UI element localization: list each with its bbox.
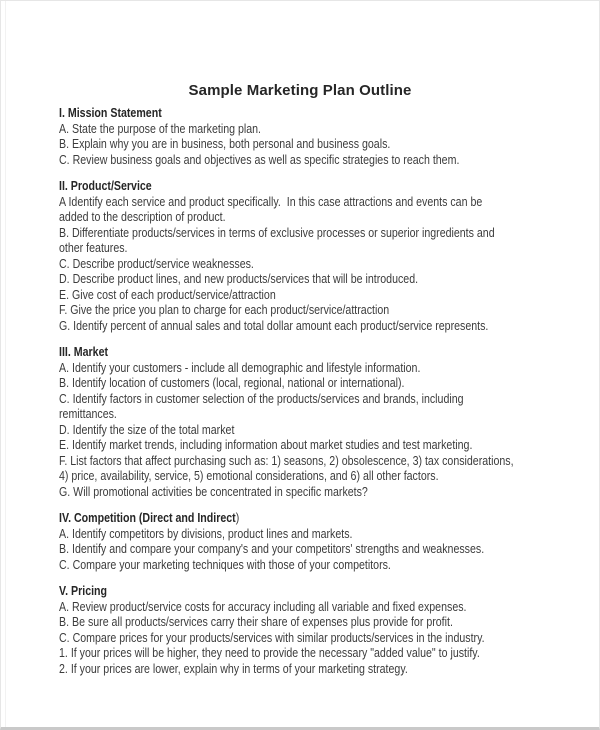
document-line: B. Be sure all products/services carry their share of expenses plus provide for profit. [59,615,453,629]
document-line: G. Will promotional activities be concentrated in specific markets? [59,484,368,499]
document-line: C. Compare prices for your products/services with similar products/services in the industry. [59,630,485,645]
document-line: E. Identify market trends, including information about market studies and test marketing. [59,438,473,452]
document-line: 2. If your prices are lower, explain why in terms of your marketing strategy. [59,661,408,676]
document-section [59,345,556,500]
section-heading [59,106,556,122]
document-line: A Identify each service and product specifically. In this case attractions and events can be [59,194,483,209]
document-line: B. Explain why you are in business, both personal and business goals. [59,137,391,151]
section-heading-text: V. Pricing [59,584,108,598]
document-line: G. Identify percent of annual sales and total dollar amount each product/service represents. [59,318,489,333]
document-line: other features. [59,241,128,255]
document-line: 4) price, availability, service, 5) emotional considerations, and 6) all other factors. [59,469,439,483]
document-line: B. Identify and compare your company's and your competitors' strengths and weaknesses. [59,542,485,556]
section-heading [59,584,556,600]
document-line: F. Give the price you plan to charge for each product/service/attraction [59,303,390,317]
document-line: C. Identify factors in customer selection of the products/services and brands, including [59,391,464,406]
section-heading [59,511,556,527]
document-line: A. State the purpose of the marketing plan. [59,121,262,136]
document-line: B. Differentiate products/services in terms of exclusive processes or superior ingredients and [59,225,495,240]
document-line: remittances. [59,407,117,421]
section-heading-text: III. Market [59,345,109,359]
document-section [59,106,556,168]
document-line: 1. If your prices will be higher, they need to provide the necessary "added value" to justify. [59,646,480,660]
document-line: A. Review product/service costs for accuracy including all variable and fixed expenses. [59,599,467,614]
document-section [59,179,556,334]
section-heading-text: I. Mission Statement [59,106,162,120]
document-body [59,106,556,677]
section-heading [59,179,556,195]
document-line: C. Describe product/service weaknesses. [59,256,254,271]
document-line: A. Identify your customers - include all demographic and lifestyle information. [59,360,421,375]
document-line: C. Review business goals and objectives as well as specific strategies to reach them. [59,152,460,167]
document-section [59,584,556,677]
section-heading-suffix: ) [235,511,240,525]
section-heading [59,345,556,361]
document-line: E. Give cost of each product/service/attraction [59,287,276,302]
document-line: D. Identify the size of the total market [59,422,235,437]
document-line: B. Identify location of customers (local, regional, national or international). [59,376,405,390]
document-line: A. Identify competitors by divisions, product lines and markets. [59,526,353,541]
document-line: added to the description of product. [59,210,226,224]
document-title: Sample Marketing Plan Outline [188,82,412,99]
section-heading-text: II. Product/Service [59,179,152,193]
document-section [59,511,556,573]
document-line: C. Compare your marketing techniques with those of your competitors. [59,557,391,572]
document-line: D. Describe product lines, and new products/services that will be introduced. [59,272,419,286]
section-heading-text: IV. Competition (Direct and Indirect [59,511,236,525]
document-line: F. List factors that affect purchasing such as: 1) seasons, 2) obsolescence, 3) tax considerations, [59,453,514,468]
